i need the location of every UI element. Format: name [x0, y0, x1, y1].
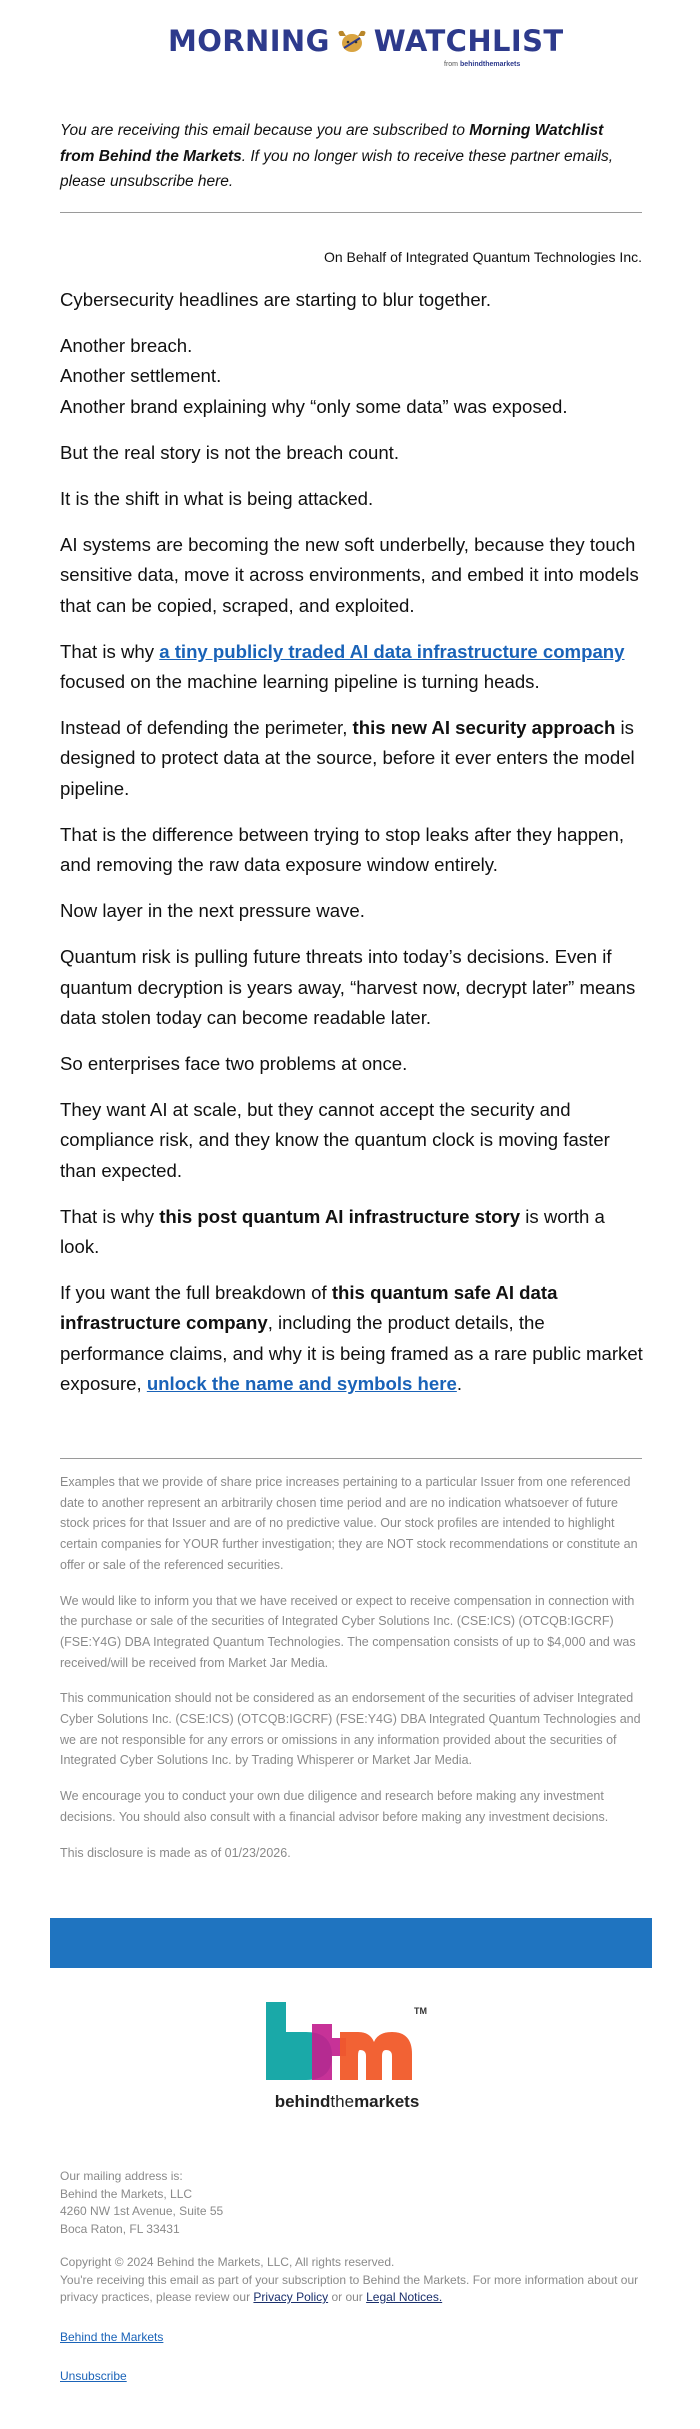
unsubscribe-link[interactable]: Unsubscribe: [60, 2369, 127, 2383]
btm-wordmark: behindthemarkets: [274, 2092, 420, 2111]
paragraph: That is why a tiny publicly traded AI data infrastructure company focused on the machine learning pipeline is turning heads.: [60, 640, 625, 693]
disclosure-date: This disclosure is made as of 01/23/2026.: [60, 1845, 291, 1860]
disclaimer-paragraph: We would like to inform you that we have received or expect to receive compensation in connection with the purchase or sale of the securities of Integrated Cyber Solutions Inc. (CSE:ICS) (OTCQB:IGCRF) (FSE:Y4G) DBA Integrated Quantum Technologies. The compensation consists of up to $4,000 and was received/will be received from Market Jar Media.: [60, 1593, 636, 1670]
divider: [60, 1458, 642, 1459]
bull-icon: [334, 26, 370, 56]
disclaimer-paragraph: We encourage you to conduct your own due diligence and research before making any investment decisions. You should also consult with a financial advisor before making any investment decisions.: [60, 1789, 609, 1824]
disclaimer-paragraph: Examples that we provide of share price increases pertaining to a particular Issuer from one referenced date to another represent an arbitrarily chosen time period and are no indication whatsoever of future stock prices for that Issuer and are of no predictive value. Our stock profiles are intended to highlight certain companies for YOUR further investigation; they are NOT stock recommendations or constitute an offer or sale of the referenced securities.: [60, 1475, 638, 1572]
paragraph: Another breach. Another settlement. Another brand explaining why “only some data” was exposed.: [60, 335, 568, 417]
email-footer: [60, 2168, 645, 2402]
paragraph: Now layer in the next pressure wave.: [60, 900, 365, 922]
logo-word-watchlist: WATCHLIST: [373, 24, 564, 58]
footer-banner: [50, 1918, 652, 1968]
logo-subtitle: from behindthemarkets: [444, 61, 521, 68]
notice-unsubscribe-text[interactable]: . If you no longer wish to receive these partner emails, please unsubscribe here.: [60, 147, 614, 190]
paragraph: So enterprises face two problems at once.: [60, 1053, 408, 1075]
paragraph: That is the difference between trying to stop leaks after they happen, and removing the raw data exposure window entirely.: [60, 823, 625, 876]
paragraph: It is the shift in what is being attacked.: [60, 488, 374, 510]
unlock-symbols-link[interactable]: unlock the name and symbols here: [146, 1372, 457, 1394]
notice-brand: Morning Watchlist from Behind the Markets: [60, 122, 604, 165]
disclaimer-paragraph: This communication should not be considered as an endorsement of the securities of adviser Integrated Cyber Solutions Inc. (CSE:ICS) (OTCQB:IGCRF) (FSE:Y4G) DBA Integrated Quantum Technologies and we are not responsible for any errors or omissions in any information provided about the securities of Integrated Cyber Solutions Inc. by Trading Whisperer or Market Jar Media.: [60, 1691, 641, 1768]
article-body: [60, 285, 645, 1415]
paragraph: Instead of defending the perimeter, this new AI security approach is designed to protect data at the source, before it ever enters the model pipeline.: [60, 717, 635, 799]
divider: [60, 212, 642, 213]
paragraph: AI systems are becoming the new soft underbelly, because they touch sensitive data, move it across environments, and embed it into models that can be copied, scraped, and exploited.: [60, 534, 639, 616]
copyright-block: Copyright © 2024 Behind the Markets, LLC, All rights reserved. You're receiving this email as part of your subscription to Behind the Markets. For more information about our privacy practices, please review our Privacy Policy or our Legal Notices.: [60, 2255, 639, 2304]
email-header: [0, 0, 700, 82]
legal-notices-link[interactable]: Legal Notices.: [366, 2290, 443, 2304]
paragraph: They want AI at scale, but they cannot accept the security and compliance risk, and they know the quantum clock is moving faster than expected.: [60, 1099, 610, 1181]
paragraph: Quantum risk is pulling future threats into today’s decisions. Even if quantum decryption is years away, “harvest now, decrypt later” means data stolen today can become readable later.: [60, 946, 636, 1028]
company-link[interactable]: a tiny publicly traded AI data infrastructure company: [159, 640, 625, 662]
disclaimer: [60, 1472, 645, 1878]
subscription-notice: You are receiving this email because you are subscribed to Morning Watchlist from Behind the Markets. If you no longer wish to receive these partner emails, please unsubscribe here.: [60, 122, 614, 190]
logo-m: [340, 2032, 412, 2080]
paragraph: That is why this post quantum AI infrastructure story is worth a look.: [60, 1205, 605, 1258]
paragraph: But the real story is not the breach count.: [60, 441, 400, 463]
behind-the-markets-link[interactable]: Behind the Markets: [60, 2329, 164, 2344]
logo-tm: TM: [414, 2006, 427, 2016]
logo-word-morning: MORNING: [168, 24, 330, 58]
paragraph: If you want the full breakdown of this quantum safe AI data infrastructure company, including the product details, the performance claims, and why it is being framed as a rare public market exposure, unlock the name and symbols here.: [60, 1282, 643, 1394]
paragraph: Cybersecurity headlines are starting to blur together.: [60, 289, 491, 310]
on-behalf-line: On Behalf of Integrated Quantum Technologies Inc.: [323, 249, 642, 265]
mailing-address: Our mailing address is: Behind the Markets, LLC 4260 NW 1st Avenue, Suite 55 Boca Raton, FL 33431: [60, 2169, 224, 2236]
privacy-policy-link[interactable]: Privacy Policy: [253, 2290, 329, 2304]
morning-watchlist-logo[interactable]: [168, 24, 564, 58]
logo-b-stem: [266, 2002, 286, 2080]
